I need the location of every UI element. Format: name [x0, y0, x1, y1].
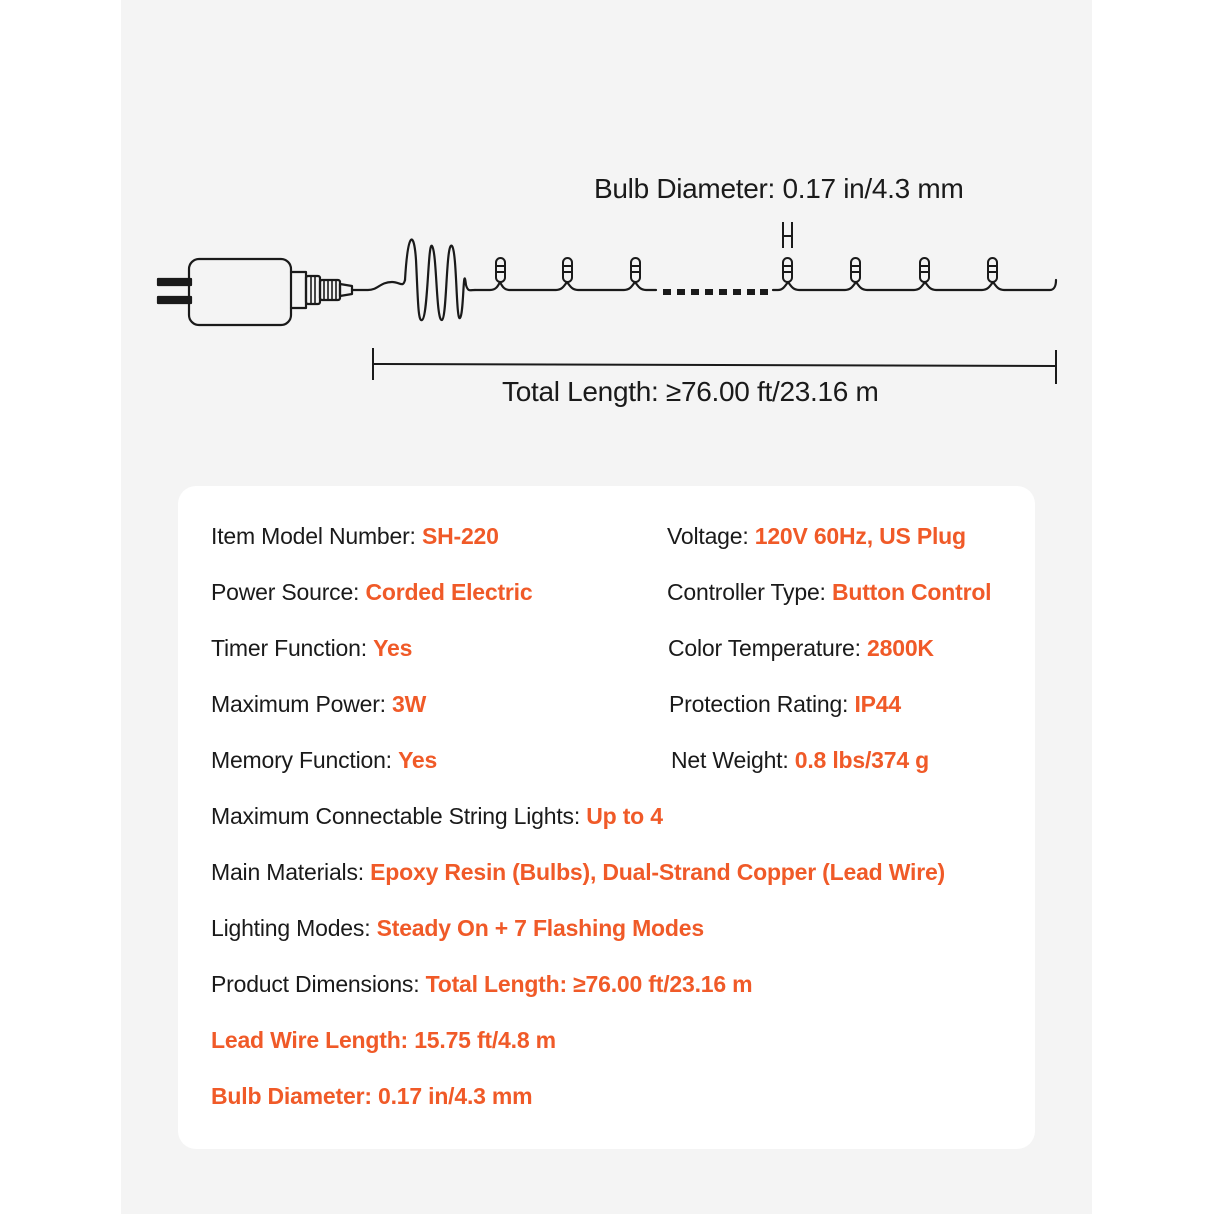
- spec-max-power: [211, 691, 426, 718]
- spec-label: Voltage:: [667, 523, 749, 549]
- spec-weight: [671, 747, 929, 774]
- connector-tip: [340, 284, 352, 296]
- spec-lead-wire: [211, 1027, 556, 1054]
- bulbs: [496, 258, 997, 282]
- plug-prong-bottom: [158, 297, 191, 303]
- spec-value: Steady On + 7 Flashing Modes: [376, 915, 704, 941]
- spec-dimensions: [211, 971, 752, 998]
- lead-wire: [352, 280, 405, 290]
- spec-materials: [211, 859, 945, 886]
- spec-value: Total Length: ≥76.00 ft/23.16 m: [425, 971, 753, 997]
- spec-value: Up to 4: [586, 803, 663, 829]
- bulb-diameter-marker: [783, 222, 792, 248]
- bulb: [851, 258, 860, 282]
- spec-model: [211, 523, 499, 550]
- spec-value: Bulb Diameter: 0.17 in/4.3 mm: [211, 1083, 533, 1109]
- light-wire-left: [475, 282, 656, 290]
- spec-label: Product Dimensions:: [211, 971, 420, 997]
- spec-label: Maximum Power:: [211, 691, 386, 717]
- spec-value: IP44: [854, 691, 901, 717]
- spec-card: [178, 486, 1035, 1149]
- spec-label: Color Temperature:: [668, 635, 861, 661]
- string-light-diagram: [0, 0, 1214, 460]
- spec-label: Protection Rating:: [669, 691, 849, 717]
- spec-label: Power Source:: [211, 579, 360, 605]
- spec-label: Lighting Modes:: [211, 915, 371, 941]
- spec-connectable: [211, 803, 663, 830]
- spec-value: Yes: [398, 747, 438, 773]
- spec-label: Main Materials:: [211, 859, 364, 885]
- bulb: [496, 258, 505, 282]
- spec-value: Button Control: [831, 579, 992, 605]
- spec-value: SH-220: [421, 523, 499, 549]
- spec-controller: [667, 579, 991, 606]
- spec-label: Maximum Connectable String Lights:: [211, 803, 581, 829]
- spec-label: Net Weight:: [671, 747, 789, 773]
- spec-value: 2800K: [867, 635, 934, 661]
- spec-value: Corded Electric: [365, 579, 533, 605]
- bulb-diameter-label: Bulb Diameter: 0.17 in/4.3 mm: [594, 173, 964, 204]
- spec-label: Item Model Number:: [211, 523, 416, 549]
- spec-timer: [211, 635, 412, 662]
- omission-dots: [663, 289, 768, 295]
- spec-value: 0.8 lbs/374 g: [794, 747, 929, 773]
- plug-prong-top: [158, 279, 191, 285]
- connector-collar: [320, 280, 340, 300]
- spec-lighting-modes: [211, 915, 704, 942]
- total-length-label: Total Length: ≥76.00 ft/23.16 m: [502, 376, 879, 407]
- spec-power-source: [211, 579, 532, 606]
- light-wire-right: [773, 280, 1056, 290]
- connector-nut: [306, 276, 320, 304]
- bulb: [563, 258, 572, 282]
- spec-protection: [669, 691, 901, 718]
- spec-label: Controller Type:: [667, 579, 826, 605]
- bulb: [783, 258, 792, 282]
- spec-bulb-diameter: [211, 1083, 532, 1110]
- bulb: [920, 258, 929, 282]
- spec-memory: [211, 747, 437, 774]
- power-adapter: [189, 259, 291, 325]
- spec-label: Timer Function:: [211, 635, 367, 661]
- spec-value: Epoxy Resin (Bulbs), Dual-Strand Copper (Lead Wire): [370, 859, 946, 885]
- wire-coil: [405, 240, 475, 321]
- spec-label: Memory Function:: [211, 747, 392, 773]
- spec-value: 3W: [392, 691, 427, 717]
- bulb: [631, 258, 640, 282]
- spec-color-temperature: [668, 635, 934, 662]
- spec-value: Yes: [373, 635, 413, 661]
- spec-value: 120V 60Hz, US Plug: [754, 523, 966, 549]
- spec-value: Lead Wire Length: 15.75 ft/4.8 m: [211, 1027, 556, 1053]
- spec-voltage: [667, 523, 966, 550]
- bulb: [988, 258, 997, 282]
- connector: [291, 272, 306, 308]
